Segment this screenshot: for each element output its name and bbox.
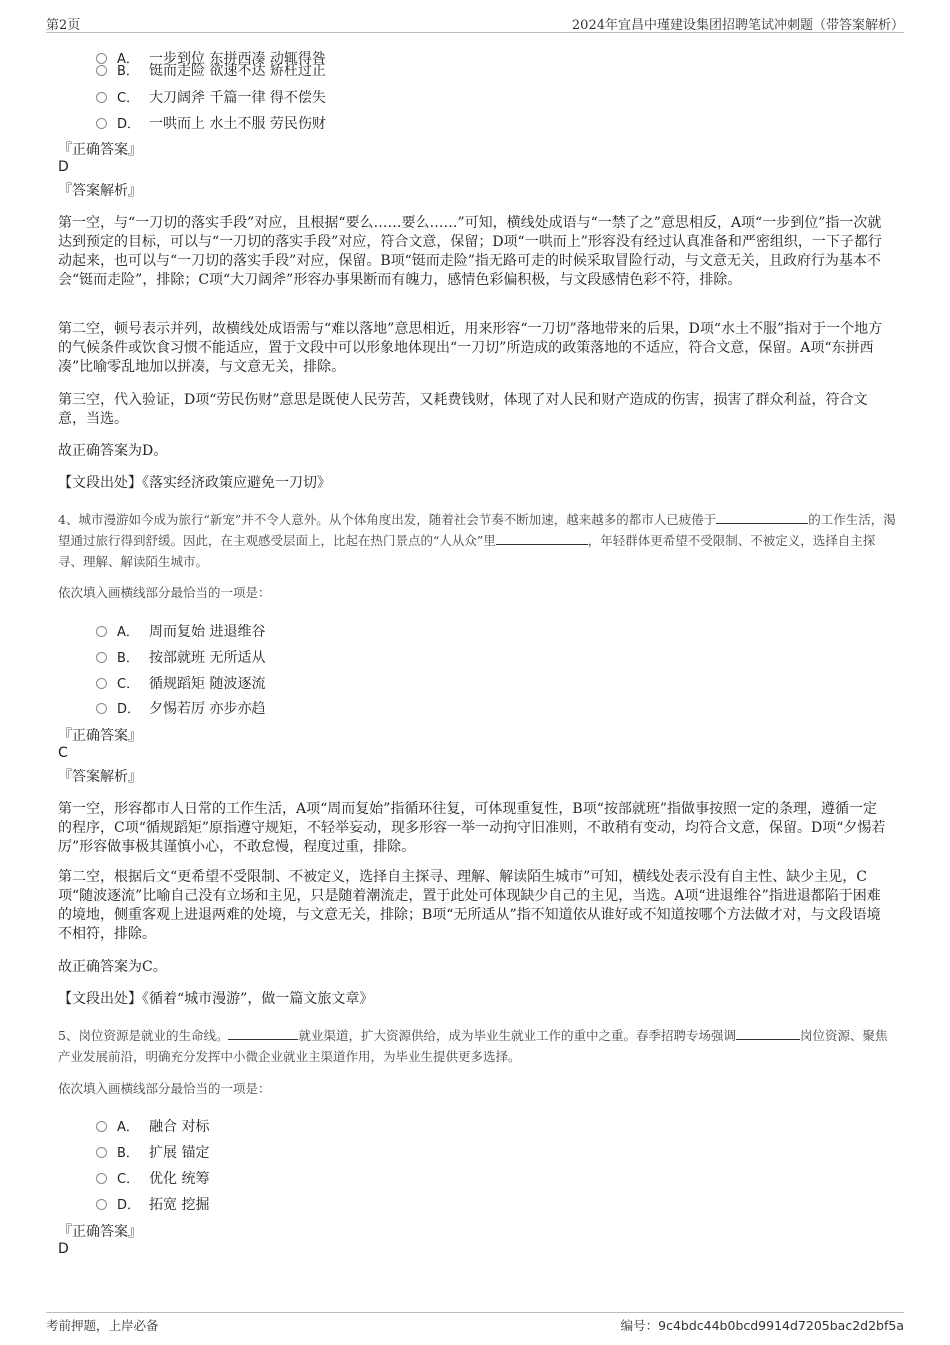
q3-analysis-3: 第三空，代入验证，D项“劳民伤财”意思是既使人民劳苦，又耗费钱财，体现了对人民和财产造成的伤害，损害了群众利益，符合文意，当选。 xyxy=(58,392,868,427)
q4-option-a[interactable]: A． 周而复始 进退维谷 xyxy=(96,621,265,641)
radio-icon[interactable] xyxy=(96,92,107,103)
radio-icon[interactable] xyxy=(96,1173,107,1184)
q3-option-c[interactable]: C． 大刀阔斧 千篇一律 得不偿失 xyxy=(96,87,326,107)
blank-line xyxy=(736,1027,800,1040)
q4-stem: 4、城市漫游如今成为旅行“新宠”并不令人意外。从个体角度出发，随着社会节奏不断加速，越来越多的都市人已疲倦于 的工作生活，渴望通过旅行得到舒缓。因此，在主观感受层面上，比起在热门景点的“人从众”里 ，年轻群体更希望不受限制、不被定义，选择自主探寻、理解、解读陌生城市。 xyxy=(58,512,896,569)
page-header xyxy=(46,14,904,33)
analysis-label: 『答案解析』 xyxy=(58,769,142,785)
radio-icon[interactable] xyxy=(96,626,107,637)
radio-icon[interactable] xyxy=(96,703,107,714)
q5-option-c[interactable]: C． 优化 统筹 xyxy=(96,1168,209,1188)
q5-answer: D xyxy=(58,1241,69,1257)
q5-option-a[interactable]: A． 融合 对标 xyxy=(96,1116,209,1136)
q3-option-b[interactable]: B． 铤而走险 欲速不达 矫枉过正 xyxy=(96,60,326,80)
correct-answer-label: 『正确答案』 xyxy=(58,728,142,744)
radio-icon[interactable] xyxy=(96,652,107,663)
q3-option-a[interactable]: A． 一步到位 东拼西凑 动辄得咎 xyxy=(96,48,326,68)
q5-stem: 5、岗位资源是就业的生命线。 就业渠道，扩大资源供给，成为毕业生就业工作的重中之重。春季招聘专场强调 岗位资源、聚焦产业发展前沿，明确充分发挥中小微企业就业主渠道作用，为毕业生提供更多选择。 xyxy=(58,1028,888,1064)
q3-answer: D xyxy=(58,159,69,175)
document-title: 2024年宜昌中瑾建设集团招聘笔试冲刺题（带答案解析） xyxy=(571,18,904,33)
q3-analysis-2: 第二空，顿号表示并列，故横线处成语需与“难以落地”意思相近，用来形容“一刀切”落地带来的后果，D项“水土不服”指对于一个地方的气候条件或饮食习惯不能适应，置于文段中可以形象地体现出“一刀切”所造成的政策落地的不适应，符合文意，保留。A项“东拼西凑”比喻零乱地加以拼凑，与文意无关，排除。 xyxy=(58,321,883,375)
q4-answer: C xyxy=(58,745,68,761)
page-footer xyxy=(46,1312,904,1333)
blank-line xyxy=(228,1027,298,1040)
page-number: 第2页 xyxy=(46,18,81,33)
q4-analysis-1: 第一空，形容都市人日常的工作生活，A项“周而复始”指循环往复，可体现重复性，B项“按部就班”指做事按照一定的条理，遵循一定的程序，C项“循规蹈矩”原指遵守规矩，不轻举妄动，现多形容一举一动拘守旧准则，不敢稍有变动，均符合文意，保留。D项“夕惕若厉”形容做事极其谨慎小心，不敢怠慢，程度过重，排除。 xyxy=(58,801,886,855)
blank-line xyxy=(496,532,588,545)
document-id: 编号：9c4bdc44b0bcd9914d7205bac2d2bf5a xyxy=(620,1318,904,1333)
q4-source: 【文段出处】《循着“城市漫游”，做一篇文旅文章》 xyxy=(58,991,374,1007)
q5-prompt: 依次填入画横线部分最恰当的一项是： xyxy=(58,1081,271,1096)
q5-option-b[interactable]: B． 扩展 锚定 xyxy=(96,1142,209,1162)
radio-icon[interactable] xyxy=(96,65,107,76)
radio-icon[interactable] xyxy=(96,118,107,129)
q4-option-c[interactable]: C． 循规蹈矩 随波逐流 xyxy=(96,673,265,693)
correct-answer-label: 『正确答案』 xyxy=(58,142,142,158)
blank-line xyxy=(716,511,808,524)
q5-option-d[interactable]: D． 拓宽 挖掘 xyxy=(96,1194,209,1214)
radio-icon[interactable] xyxy=(96,1147,107,1158)
q3-option-d[interactable]: D． 一哄而上 水土不服 劳民伤财 xyxy=(96,113,326,133)
radio-icon[interactable] xyxy=(96,678,107,689)
q4-analysis-2: 第二空，根据后文“更希望不受限制、不被定义，选择自主探寻、理解、解读陌生城市”可知，横线处表示没有自主性、缺少主见，C项“随波逐流”比喻自己没有立场和主见，只是随着潮流走，置于此处可体现缺少自己的主见，当选。A项“进退维谷”指进退都陷于困难的境地，侧重客观上进退两难的处境，与文意无关，排除；B项“无所适从”指不知道依从谁好或不知道按哪个方法做才对，与文段语境不相符，排除。 xyxy=(58,869,881,942)
q4-option-d[interactable]: D． 夕惕若厉 亦步亦趋 xyxy=(96,698,265,718)
q3-analysis-1: 第一空，与“一刀切的落实手段”对应，且根据“要么……要么……”可知，横线处成语与“一禁了之”意思相反，A项“一步到位”指一次就达到预定的目标，可以与“一刀切的落实手段”对应，符合文意，保留；D项“一哄而上”形容没有经过认真准备和严密组织，一下子都行动起来，也可以与“一刀切的落实手段”对应，保留。B项“铤而走险”指无路可走的时候采取冒险行动，与文意无关，且政府行为基本不会“铤而走险”，排除；C项“大刀阔斧”形容办事果断而有魄力，感情色彩偏积极，与文段感情色彩不符，排除。 xyxy=(58,215,882,288)
q4-prompt: 依次填入画横线部分最恰当的一项是： xyxy=(58,585,271,600)
radio-icon[interactable] xyxy=(96,1199,107,1210)
analysis-label: 『答案解析』 xyxy=(58,183,142,199)
q3-source: 【文段出处】《落实经济政策应避免一刀切》 xyxy=(58,475,331,491)
correct-answer-label: 『正确答案』 xyxy=(58,1224,142,1240)
q4-option-b[interactable]: B． 按部就班 无所适从 xyxy=(96,647,265,667)
q4-conclusion: 故正确答案为C。 xyxy=(58,959,167,975)
footer-slogan: 考前押题，上岸必备 xyxy=(46,1318,159,1333)
q3-conclusion: 故正确答案为D。 xyxy=(58,443,168,459)
radio-icon[interactable] xyxy=(96,1121,107,1132)
